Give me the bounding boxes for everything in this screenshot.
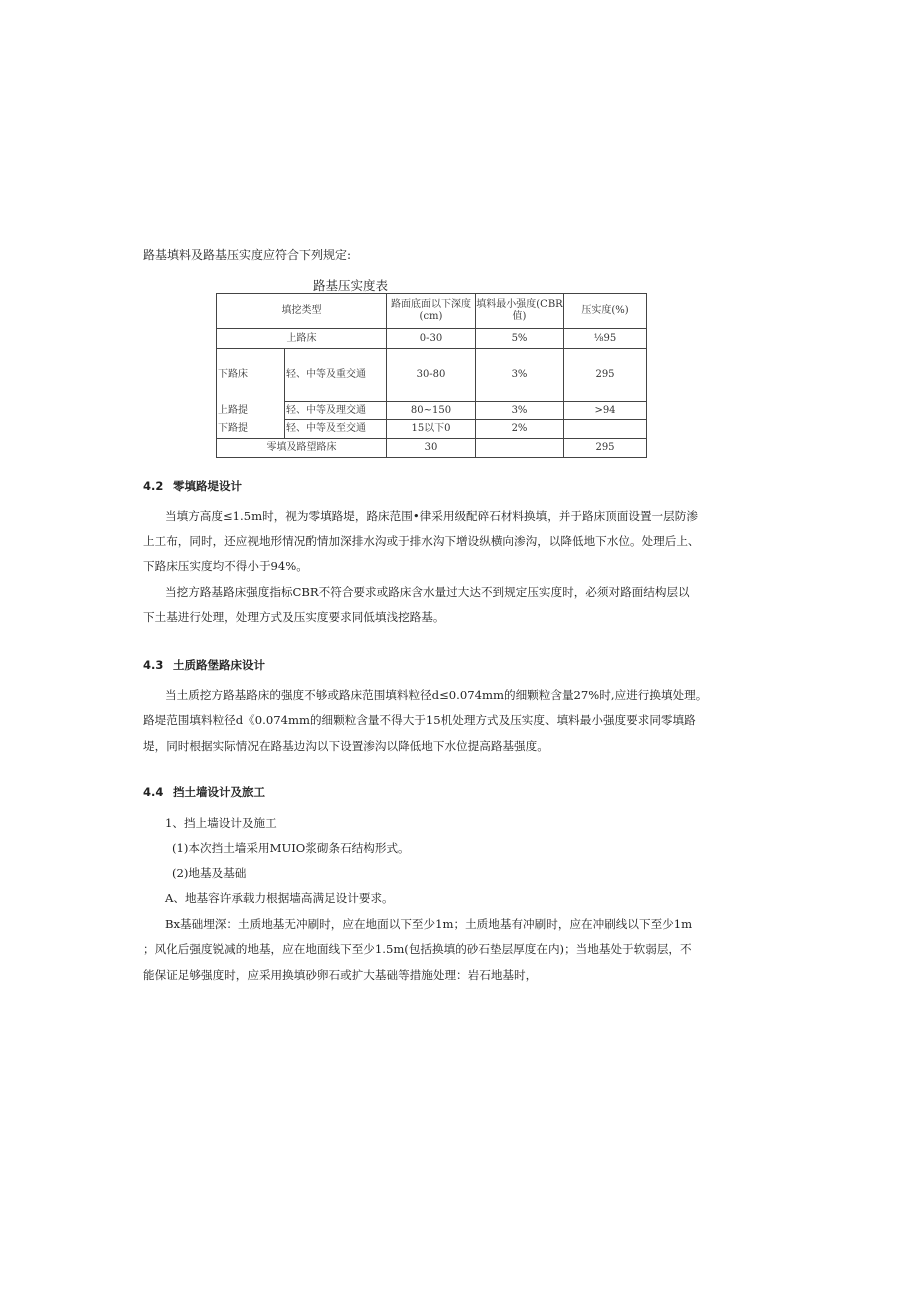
table-row xyxy=(217,420,647,439)
paragraph-line: ；风化后强度锐减的地基，应在地面线下至少1.5m(包括换填的砂石垫层厚度在内)；当地基处于软弱层，不 xyxy=(143,942,692,956)
paragraph-line: 上工布，同时，还应视地形情况酌情加深排水沟或于排水沟下增设纵横向渗沟，以降低地下水位。处理后上、 xyxy=(143,534,700,548)
paragraph-line: 堤，同时根据实际情况在路基边沟以下设置渗沟以降低地下水位提高路基强度。 xyxy=(143,739,549,753)
compaction-table xyxy=(216,293,647,458)
section-heading-4-3 xyxy=(143,657,265,673)
paragraph-line: 当填方高度≤1.5m时，视为零填路堤，路床范围•律采用级配碎石材料换填，并于路床顶面设置一层防渗 xyxy=(165,509,698,523)
paragraph-line: 当土质挖方路基路床的强度不够或路床范围填料粒径d≤0.074mm的细颗粒含量27%时,应进行换填处理。 xyxy=(165,688,708,702)
cell-compaction: 295 xyxy=(564,349,647,402)
section-title: 零填路堤设计 xyxy=(173,479,242,493)
table-row xyxy=(217,439,647,458)
cell-strength: 2% xyxy=(476,420,564,439)
paragraph-line: 1、挡上墙设计及施工 xyxy=(165,816,277,830)
paragraph-line: 当挖方路基路床强度指标CBR不符合要求或路床含水量过大达不到规定压实度时，必须对路面结构层以 xyxy=(165,585,690,599)
header-depth: 路面底面以下深度(cm) xyxy=(387,294,476,329)
section-number: 4.4 xyxy=(143,785,164,799)
paragraph-line: (2)地基及基础 xyxy=(172,866,247,880)
section-number: 4.2 xyxy=(143,479,164,493)
cell-depth: 30-80 xyxy=(387,349,476,402)
table-caption: 路基压实度表 xyxy=(313,278,389,293)
paragraph-line: Bx基础埋深：土质地基无冲刷时，应在地面以下至少1m；土质地基有冲刷时，应在冲刷线以下至少1m xyxy=(165,917,693,931)
paragraph-line: 路堤范围填料粒径d《0.074mm的细颗粒含量不得大于15机处理方式及压实度、填料最小强度要求同零填路 xyxy=(143,713,696,727)
cell-depth: 0-30 xyxy=(387,329,476,349)
cell-strength: 5% xyxy=(476,329,564,349)
cell-type: 下路床 xyxy=(217,349,285,402)
cell-subtype: 轻、中等及重交通 xyxy=(285,349,387,402)
header-compaction: 压实度(%) xyxy=(564,294,647,329)
cell-strength xyxy=(476,439,564,458)
cell-strength: 3% xyxy=(476,402,564,420)
cell-type: 上路床 xyxy=(217,329,387,349)
cell-compaction: >94 xyxy=(564,402,647,420)
cell-depth: 80~150 xyxy=(387,402,476,420)
table-row xyxy=(217,329,647,349)
table-row xyxy=(217,402,647,420)
intro-text: 路基填料及路基压实度应符合下列规定: xyxy=(143,248,352,262)
paragraph-line: (1)本次挡土墙采用MUIO浆砌条石结构形式。 xyxy=(172,841,410,855)
cell-type: 下路提 xyxy=(217,420,285,439)
cell-compaction: ⅛95 xyxy=(564,329,647,349)
paragraph-line: 能保证足够强度时，应采用换填砂卵石或扩大基础等措施处理：岩石地基时， xyxy=(143,968,538,982)
cell-depth: 30 xyxy=(387,439,476,458)
cell-depth: 15以下0 xyxy=(387,420,476,439)
section-number: 4.3 xyxy=(143,658,164,672)
cell-subtype: 轻、中等及理交通 xyxy=(285,402,387,420)
cell-type: 上路提 xyxy=(217,402,285,420)
section-title: 土质路堡路床设计 xyxy=(173,658,265,672)
cell-strength: 3% xyxy=(476,349,564,402)
section-heading-4-2 xyxy=(143,478,242,494)
table-header-row xyxy=(217,294,647,329)
section-heading-4-4 xyxy=(143,784,265,800)
table-row xyxy=(217,349,647,402)
paragraph-line: 下路床压实度均不得小于94%。 xyxy=(143,559,308,573)
cell-compaction: 295 xyxy=(564,439,647,458)
paragraph-line: A、地基容许承载力根据墙高满足设计要求。 xyxy=(165,891,394,905)
cell-type: 零填及路望路床 xyxy=(217,439,387,458)
cell-compaction xyxy=(564,420,647,439)
section-title: 挡土墙设计及旅工 xyxy=(173,785,265,799)
header-type: 填挖类型 xyxy=(217,294,387,329)
header-strength: 填料最小强度(CBR值) xyxy=(476,294,564,329)
cell-subtype: 轻、中等及至交通 xyxy=(285,420,387,439)
paragraph-line: 下土基进行处理，处理方式及压实度要求同低填浅挖路基。 xyxy=(143,610,445,624)
